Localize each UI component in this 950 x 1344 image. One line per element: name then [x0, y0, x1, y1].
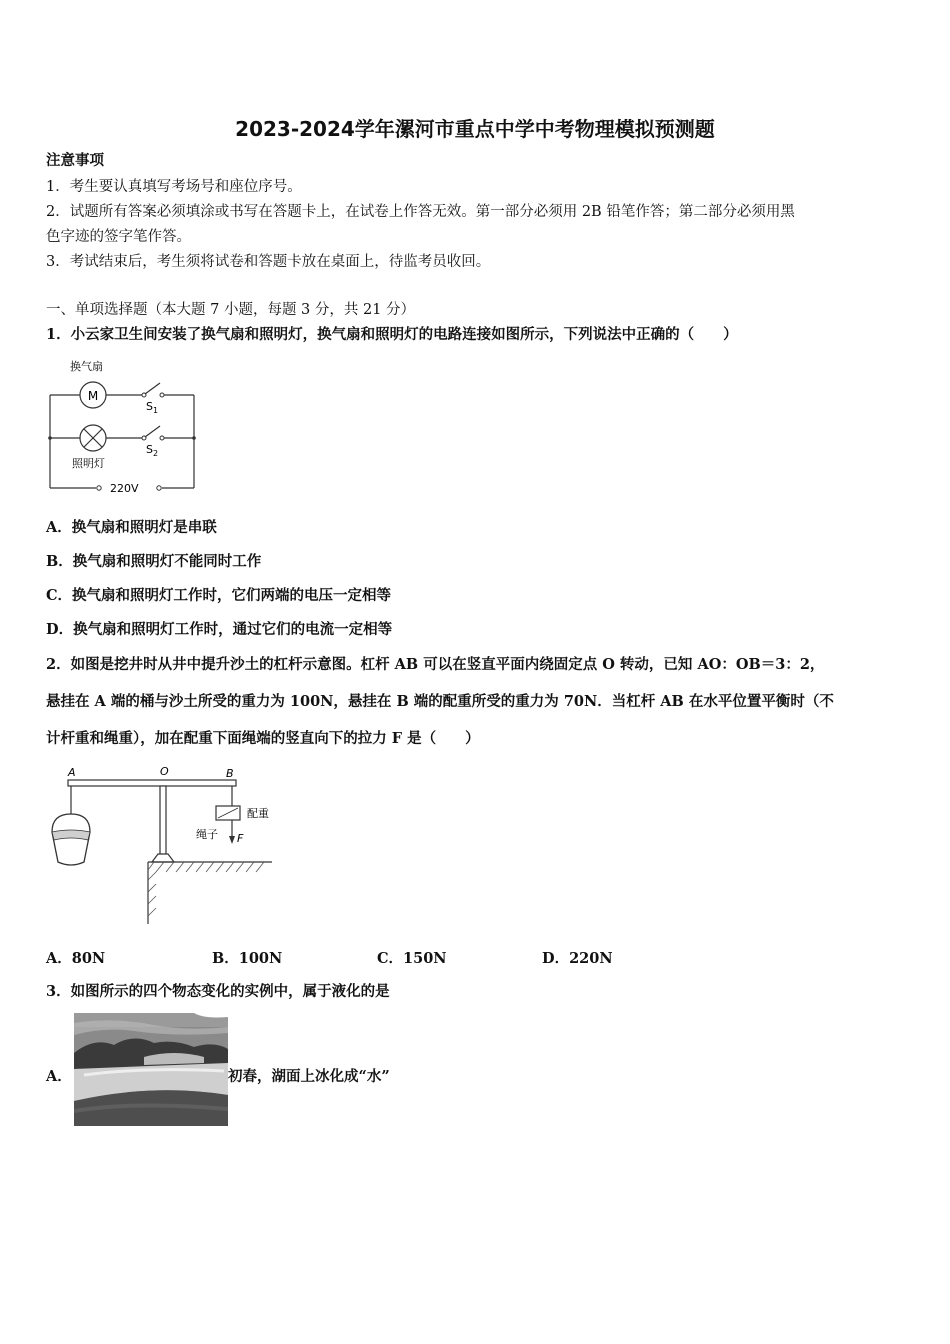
q1-option-c[interactable]: C．换气扇和照明灯工作时，它们两端的电压一定相等 [46, 587, 392, 604]
q2-stem-line2: 悬挂在 A 端的桶与沙土所受的重力为 100N，悬挂在 B 端的配重所受的重力为 70N．当杠杆 AB 在水平位置平衡时（不 [46, 693, 834, 710]
fan-label: 换气扇 [70, 360, 103, 373]
motor-symbol: M [87, 389, 99, 403]
q3-option-a-photo [74, 1013, 228, 1126]
lamp-label: 照明灯 [72, 457, 105, 470]
rope-label: 绳子 [196, 828, 218, 841]
notice-item: 3．考试结束后，考生须将试卷和答题卡放在桌面上，待监考员收回。 [46, 254, 491, 270]
switch-s2-icon [145, 426, 160, 437]
lever-label-a: A [68, 766, 76, 779]
q1-circuit-diagram [44, 355, 204, 500]
q2-option-b[interactable]: B．100N [212, 950, 283, 967]
q2-option-d[interactable]: D．220N [542, 950, 613, 967]
q1-option-d[interactable]: D．换气扇和照明灯工作时，通过它们的电流一定相等 [46, 621, 393, 638]
q1-option-b[interactable]: B．换气扇和照明灯不能同时工作 [46, 553, 262, 570]
notice-item: 1．考生要认真填写考场号和座位序号。 [46, 179, 302, 195]
q3-stem: 3．如图所示的四个物态变化的实例中，属于液化的是 [46, 983, 390, 1000]
lever-label-o: O [160, 765, 169, 778]
page-title: 2023-2024学年漯河市重点中学中考物理模拟预测题 [235, 117, 715, 141]
switch-s1-icon [145, 383, 160, 394]
q1-option-a[interactable]: A．换气扇和照明灯是串联 [46, 519, 217, 536]
q2-option-a[interactable]: A．80N [46, 950, 106, 967]
q2-lever-diagram [44, 762, 284, 927]
q2-stem-line1: 2．如图是挖井时从井中提升沙土的杠杆示意图。杠杆 AB 可以在竖直平面内绕固定点 O 转动，已知 AO：OB＝3：2， [46, 656, 825, 673]
lever-bar [68, 780, 236, 786]
switch-s2-label: $S_2$ [146, 443, 159, 458]
notice-item: 2．试题所有答案必须填涂或书写在答题卡上，在试卷上作答无效。第一部分必须用 2B 铅笔作答；第二部分必须用黑 [46, 204, 795, 220]
q2-option-c[interactable]: C．150N [377, 950, 447, 967]
notice-item: 色字迹的签字笔作答。 [46, 229, 191, 245]
q1-stem: 1．小云家卫生间安装了换气扇和照明灯，换气扇和照明灯的电路连接如图所示，下列说法中正确的（ ） [46, 326, 738, 343]
q2-stem-line3: 计杆重和绳重），加在配重下面绳端的竖直向下的拉力 F 是（ ） [46, 730, 480, 747]
counterweight-label: 配重 [247, 807, 269, 820]
q3-option-a-label[interactable]: A． [46, 1068, 72, 1085]
q3-option-a-text[interactable]: 初春，湖面上冰化成“水” [228, 1068, 390, 1085]
lever-label-b: B [226, 767, 234, 780]
voltage-label: 220V [110, 482, 139, 495]
notice-heading: 注意事项 [46, 152, 104, 169]
section-heading: 一、单项选择题（本大题 7 小题，每题 3 分，共 21 分） [46, 302, 416, 318]
switch-s1-label: $S_1$ [146, 400, 159, 415]
force-label: F [237, 832, 244, 845]
